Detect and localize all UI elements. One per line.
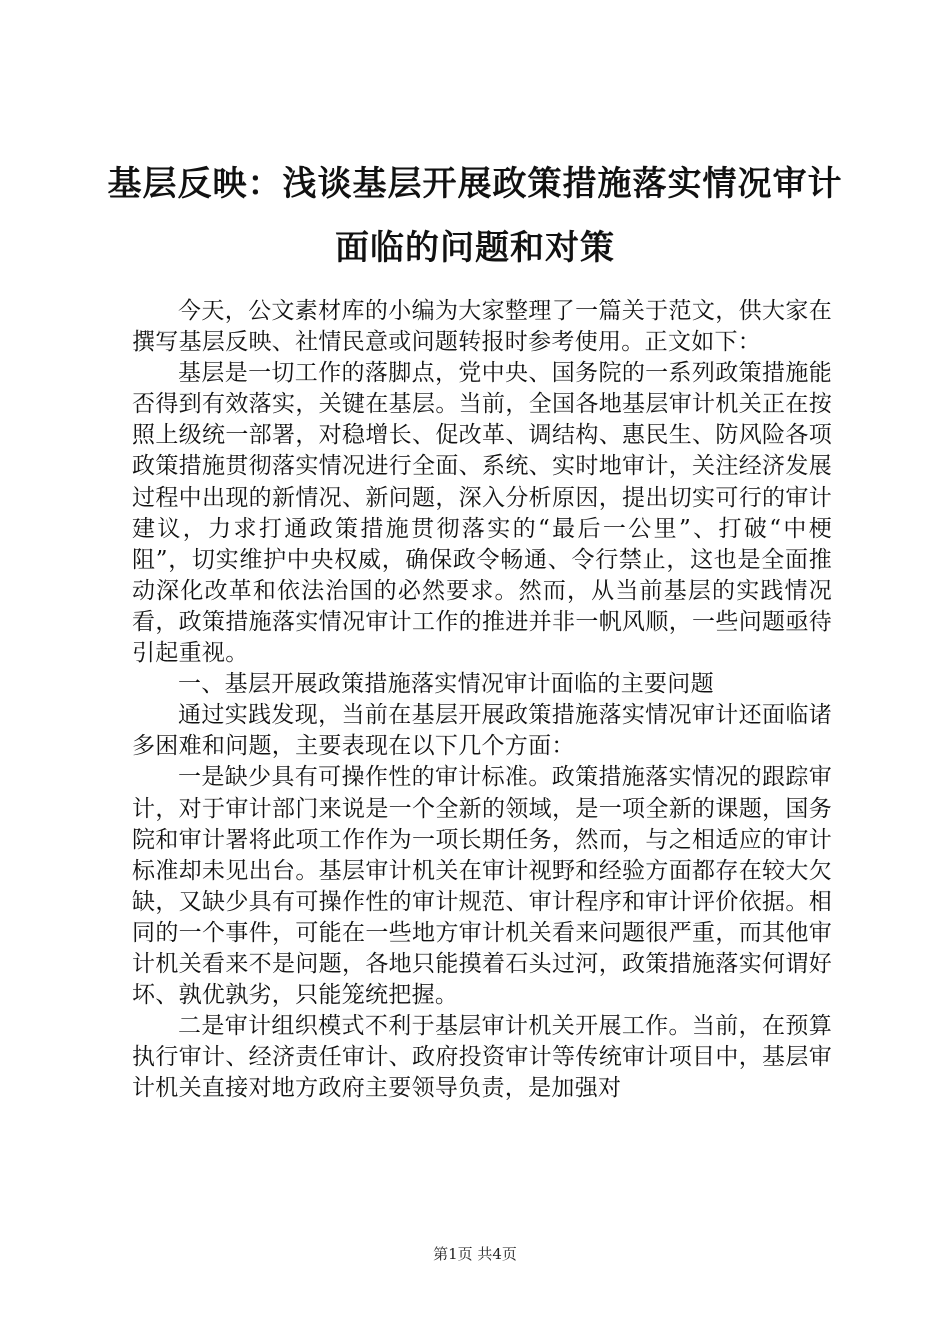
- section-heading: 一、基层开展政策措施落实情况审计面临的主要问题: [178, 671, 714, 698]
- problem-two-paragraph: 二是审计组织模式不利于基层审计机关开展工作。当前，在预算执行审计、经济责任审计、政府投资审计等传统审计项目中，基层审计机关直接对地方政府主要领导负责，是加强对: [132, 1013, 832, 1102]
- problem-one-paragraph: 一是缺少具有可操作性的审计标准。政策措施落实情况的跟踪审计，对于审计部门来说是一个全新的领域，是一项全新的课题，国务院和审计署将此项工作作为一项长期任务，然而，与之相适应的审计标准却未见出台。基层审计机关在审计视野和经验方面都存在较大欠缺，又缺少具有可操作性的审计规范、审计程序和审计评价依据。相同的一个事件，可能在一些地方审计机关看来问题很严重，而其他审计机关看来不是问题，各地只能摸着石头过河，政策措施落实何谓好坏、孰优孰劣，只能笼统把握。: [132, 764, 832, 1009]
- document-title: 基层反映：浅谈基层开展政策措施落实情况审计面临的问题和对策: [107, 164, 843, 268]
- document-body: [132, 296, 832, 1104]
- page-number-footer: 第1页 共4页: [433, 1245, 517, 1263]
- background-paragraph: 基层是一切工作的落脚点，党中央、国务院的一系列政策措施能否得到有效落实，关键在基层。当前，全国各地基层审计机关正在按照上级统一部署，对稳增长、促改革、调结构、惠民生、防风险各项政策措施贯彻落实情况进行全面、系统、实时地审计，关注经济发展过程中出现的新情况、新问题，深入分析原因，提出切实可行的审计建议，力求打通政策措施贯彻落实的“最后一公里”、打破“中梗阻”，切实维护中央权威，确保政令畅通、令行禁止，这也是全面推动深化改革和依法治国的必然要求。然而，从当前基层的实践情况看，政策措施落实情况审计工作的推进并非一帆风顺，一些问题亟待引起重视。: [132, 360, 832, 667]
- intro-paragraph: 今天，公文素材库的小编为大家整理了一篇关于范文，供大家在撰写基层反映、社情民意或问题转报时参考使用。正文如下：: [132, 298, 832, 356]
- section-intro-paragraph: 通过实践发现，当前在基层开展政策措施落实情况审计还面临诸多困难和问题，主要表现在以下几个方面：: [132, 702, 832, 760]
